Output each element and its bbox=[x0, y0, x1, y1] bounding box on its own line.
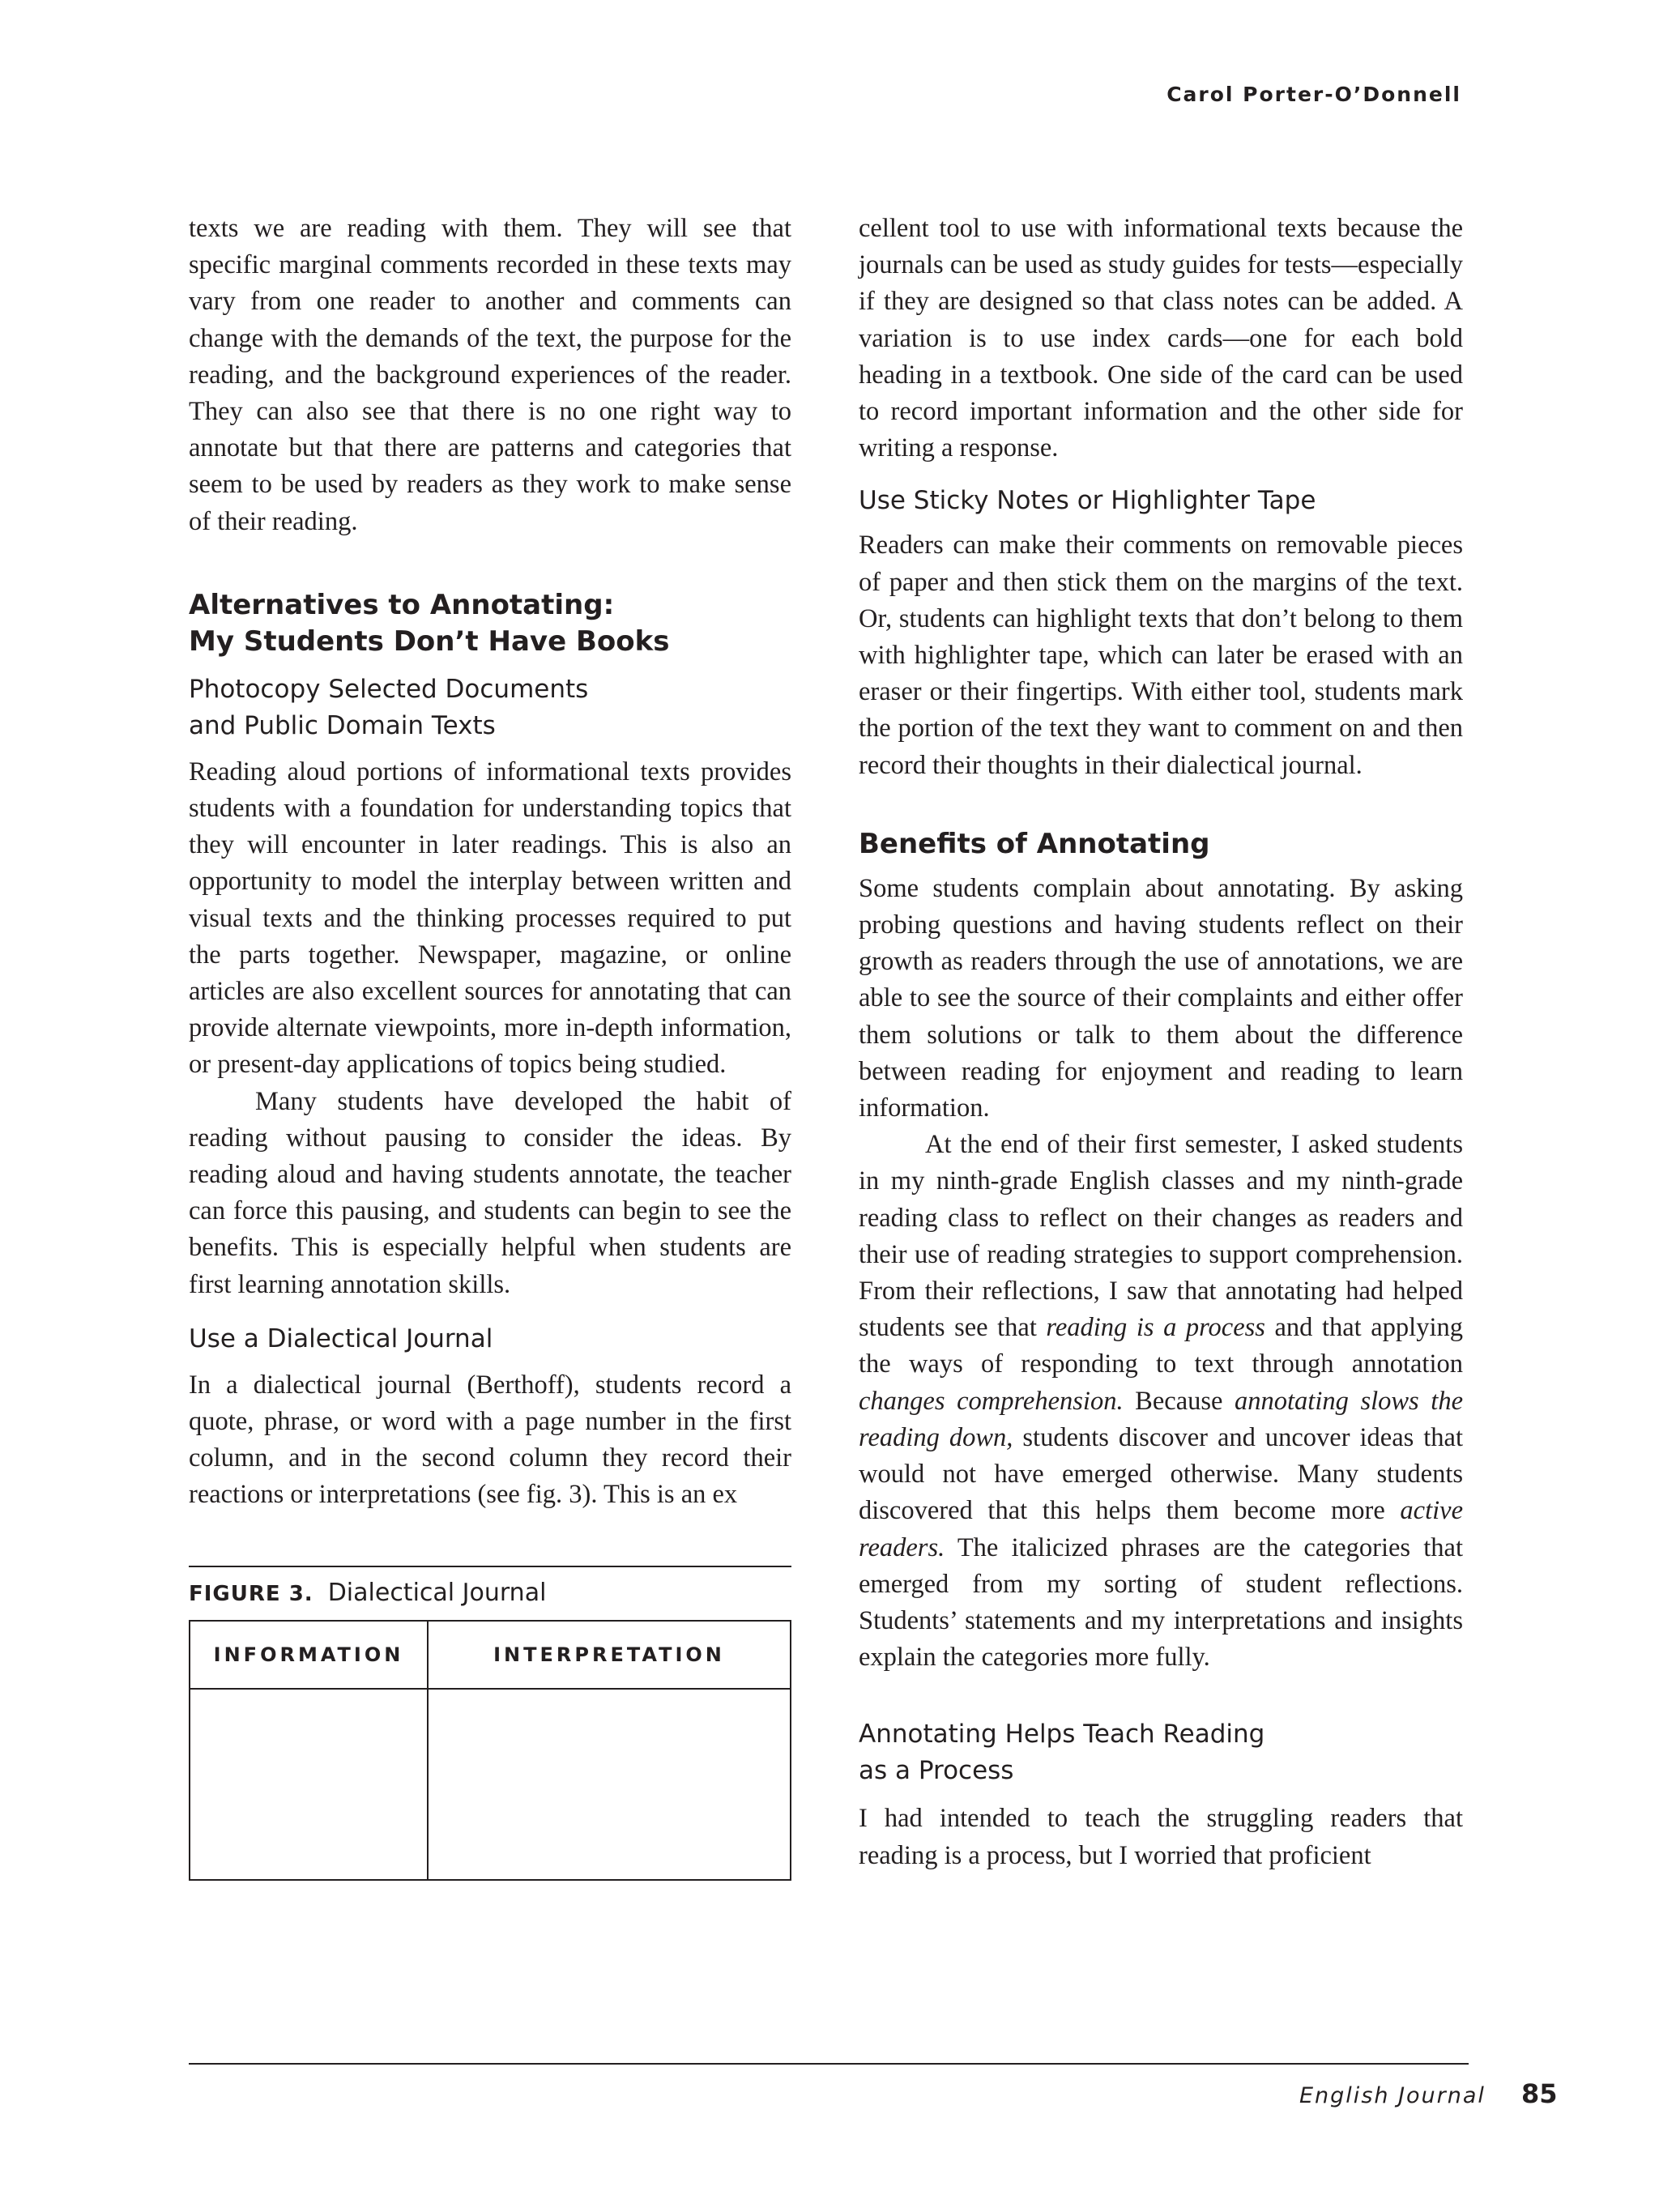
italic-reading-is-a-process: reading is a process bbox=[1046, 1313, 1265, 1343]
paragraph-dialectical: In a dialectical journal (Berthoff), students record a quote, phrase, or word with a page number in the first column, and in the second column they record their reactions or interpretations (see fig. 3). This is an ex bbox=[189, 1370, 791, 1510]
subheading-process-line1: Annotating Helps Teach Reading bbox=[859, 1720, 1265, 1750]
paragraph-reading-aloud: Reading aloud portions of informational texts provides students with a foundation for understanding topics that they will encounter in later readings. This is also an opportunity to model the interplay between written and visual texts and the thinking processes required to put the parts together. Newspaper, magazine, or online articles are also excellent sources for annotating that can provide alternate viewpoints, more in-depth information, or present-day applications of topics being studied. bbox=[189, 757, 791, 1080]
figure-number: FIGURE 3. bbox=[189, 1581, 313, 1606]
subheading-sticky: Use Sticky Notes or Highlighter Tape bbox=[859, 486, 1316, 516]
heading-alternatives bbox=[189, 587, 791, 660]
subheading-process bbox=[859, 1716, 1463, 1789]
page-number: 85 bbox=[1521, 2078, 1558, 2109]
table-cell-information bbox=[190, 1689, 428, 1880]
italic-active-readers: active readers. bbox=[859, 1496, 1463, 1562]
subheading-dialectical: Use a Dialectical Journal bbox=[189, 1323, 493, 1353]
subheading-photocopy-line1: Photocopy Selected Documents bbox=[189, 674, 589, 704]
footer-rule bbox=[189, 2063, 1469, 2065]
column-header-interpretation: INTERPRETATION bbox=[428, 1621, 791, 1689]
italic-changes-comprehension: changes comprehension. bbox=[859, 1386, 1124, 1416]
paragraph-continued: cellent tool to use with informational texts because the journals can be used as study guides for tests—especially if they are designed so that class notes can be added. A variation is to use index cards—one for each bold heading in a textbook. One side of the card can be used to record important information and the other side for writing a response. bbox=[859, 214, 1463, 463]
subheading-photocopy-line2: and Public Domain Texts bbox=[189, 710, 496, 740]
heading-alternatives-line2: My Students Don’t Have Books bbox=[189, 624, 670, 658]
running-head-author: Carol Porter-O’Donnell bbox=[1166, 83, 1461, 106]
subheading-photocopy bbox=[189, 671, 791, 744]
paragraph-process: I had intended to teach the struggling readers that reading is a process, but I worried that proficient bbox=[859, 1804, 1463, 1870]
paragraph-sticky: Readers can make their comments on removable pieces of paper and then stick them on the margins of the text. Or, students can highlight texts that don’t belong to them with highlighter tape, which can later be erased with an eraser or their fingertips. With either tool, students mark the portion of the text they want to comment on and then record their thoughts in their dialectical journal. bbox=[859, 531, 1463, 780]
subheading-process-line2: as a Process bbox=[859, 1756, 1014, 1786]
figure-caption bbox=[189, 1575, 791, 1612]
dialectical-journal-table bbox=[189, 1620, 791, 1881]
figure-title: Dialectical Journal bbox=[327, 1578, 547, 1607]
heading-benefits: Benefits of Annotating bbox=[859, 827, 1210, 860]
paragraph-habit: Many students have developed the habit of reading without pausing to consider the ideas. By reading aloud and having students annotate, the teacher can force this pausing, and students can begin to see the benefits. This is especially helpful when students are first learning annotation skills. bbox=[189, 1086, 791, 1299]
heading-alternatives-line1: Alternatives to Annotating: bbox=[189, 588, 615, 621]
paragraph-semester: At the end of their first semester, I asked students in my ninth-grade English classes and my ninth-grade reading class to reflect on their changes as readers and their use of reading strategies to support comprehension. From their reflections, I saw that annotating had helped students see that reading is a process and that applying the ways of responding to text through annotation changes comprehension. Because annotating slows the reading down, students discover and uncover ideas that would not have emerged otherwise. Many students discovered that this helps them become more active readers. The italicized phrases are the categories that emerged from my sorting of student reflections. Students’ statements and my interpretations and insights explain the categories more fully. bbox=[859, 1130, 1463, 1673]
figure-top-rule bbox=[189, 1566, 791, 1567]
italic-slows-reading-down: annotating slows the reading down, bbox=[859, 1386, 1463, 1452]
footer-journal-name: English Journal bbox=[1299, 2083, 1486, 2108]
right-column bbox=[859, 211, 1463, 1874]
column-header-information: INFORMATION bbox=[190, 1621, 428, 1689]
paragraph-benefits: Some students complain about annotating. By asking probing questions and having students reflect on their growth as readers through the use of annotations, we are able to see the source of their complaints and either offer them solutions or talk to them about the difference between reading for enjoyment and reading to learn information. bbox=[859, 873, 1463, 1123]
left-column bbox=[189, 211, 791, 1881]
table-cell-interpretation bbox=[428, 1689, 791, 1880]
paragraph-intro: texts we are reading with them. They will see that specific marginal comments recorded in these texts may vary from one reader to another and comments can change with the demands of the text, the purpose for the reading, and the background experiences of the reader. They can also see that there is no one right way to annotate but that there are patterns and categories that seem to be used by readers as they work to make sense of their reading. bbox=[189, 214, 791, 536]
